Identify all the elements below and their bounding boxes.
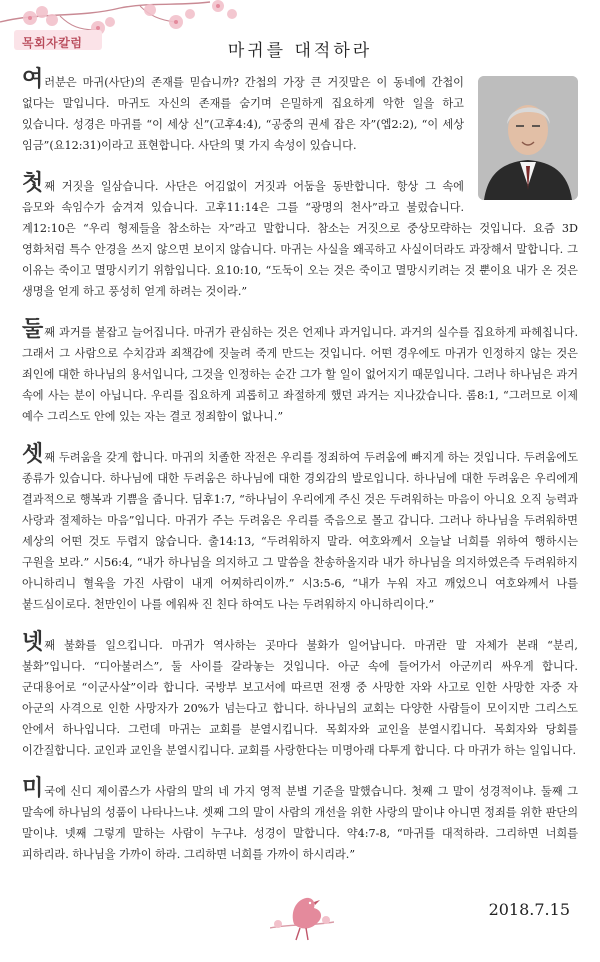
dropcap: 둘 [22, 316, 44, 342]
paragraph-text: 러분은 마귀(사단)의 존재를 믿습니까? 간첩의 가장 큰 거짓말은 이 동네에 간첩이 없다는 말입니다. 마귀도 자신의 존재를 숨기며 은밀하게 집요하게 악한 일을 하고 있습니다. 성경은 마귀를 “이 세상 신”(고후4:4), “공중의 권세 잡은 자”(엡2:2), “이 세상 임금”(요12:31)이라고 표현합니다. 사단의 몇 가지 속성이 있습니다. [22, 76, 464, 152]
bird-icon [270, 888, 334, 946]
paragraph-text: 째 불화를 일으킵니다. 마귀가 역사하는 곳마다 불화가 일어납니다. 마귀란 말 자체가 본래 “분리, 불화”입니다. “디아불러스”, 둘 사이를 갈라놓는 것입니다. 아군 속에 들어가서 아군끼리 싸우게 합니다. 군대용어로 “이군사살”이라 합니다. 국방부 보고서에 따르면 전쟁 중 사망한 자와 사고로 인한 사망한 자중 자 아군의 사격으로 인한 사망자가 20%가 넘는다고 합니다. 하나님의 교회는 다양한 사람들이 모이지만 그리스도 안에서 하나입니다. 그런데 마귀는 교회를 분열시킵니다. 목회자와 교인을 분열시킵니다. 목회자와 당회를 이간질합니다. 교인과 교인을 분열시킵니다. 교회를 사랑한다는 미명아래 다투게 합니다. 다 마귀가 하는 일입니다. [22, 639, 578, 757]
author-photo [478, 76, 578, 200]
dropcap: 여 [22, 66, 44, 92]
paragraph-second [22, 316, 578, 427]
article-body [22, 66, 578, 885]
dropcap: 셋 [22, 441, 44, 467]
paragraph-text: 째 거짓을 일삼습니다. 사단은 어김없이 거짓과 어둠을 동반합니다. 항상 그 속에 음모와 속임수가 숨겨져 있습니다. 고후11:14은 그를 “광명의 천사”라고 불렀습니다. 계12:10은 “우리 형제들을 참소하는 자”라고 말합니다. 참소는 거짓으로 중상모략하는 것입니다. 요즘 3D 영화처럼 특수 안경을 쓰지 않으면 보이지 않습니다. 마귀는 사실을 왜곡하고 사실이더라도 과장해서 말합니다. 그 이유는 죽이고 멸망시키기 위함입니다. 요10:10, “도둑이 오는 것은 죽이고 멸망시키려는 것 뿐이요 내가 온 것은 생명을 얻게 하고 풍성히 얻게 하려는 것이라.” [22, 180, 578, 298]
paragraph-conclusion [22, 775, 578, 865]
paragraph-text: 째 두려움을 갖게 합니다. 마귀의 치졸한 작전은 우리를 정죄하여 두려움에 빠지게 하는 것입니다. 두려움에도 종류가 있습니다. 하나님에 대한 두려움은 하나님에 대한 경외감의 발로입니다. 하나님에 대한 두려움은 우리에게 결과적으로 행복과 기쁨을 줍니다. 딤후1:7, “하나님이 우리에게 주신 것은 두려워하는 마음이 아니요 오직 능력과 사랑과 절제하는 마음”입니다. 마귀가 주는 두려움은 우리를 죽음으로 몰고 갑니다. 그러나 하나님을 두려워하면 세상의 어떤 것도 두렵지 않습니다. 출14:13, “두려워하지 말라. 여호와께서 오늘날 너희를 위하여 행하시는 구원을 보라.” 시56:4, “내가 하나님을 의지하고 그 말씀을 찬송하올지라 내가 하나님을 의지하였은즉 두려워하지 아니하리니 혈육을 가진 사람이 내게 어찌하리이까.” 시3:5-6, “내가 누워 자고 깨었으니 여호와께서 나를 붙드심이로다. 천만인이 나를 에워싸 진 친다 하여도 나는 두려워하지 아니하리이다.” [22, 451, 578, 611]
paragraph-third [22, 441, 578, 615]
paragraph-text: 국에 신디 제이콥스가 사람의 말의 네 가지 영적 분별 기준을 말했습니다. 첫째 그 말이 성경적이냐. 둘째 그 말속에 하나님의 성품이 나타나느냐. 셋째 그의 말이 사람의 개선을 위한 사랑의 말이냐 아니면 정죄를 위한 판단의 말이냐. 넷째 그렇게 말하는 사람이 누구냐. 성경이 말합니다. 약4:7-8, “마귀를 대적하라. 그리하면 너희를 피하리라. 하나님을 가까이 하라. 그리하면 너희를 가까이 하시리라.” [22, 785, 578, 861]
paragraph-fourth [22, 629, 578, 761]
dropcap: 미 [22, 775, 44, 801]
page-title: 마귀를 대적하라 [227, 41, 373, 61]
paragraph-text: 째 과거를 붙잡고 늘어집니다. 마귀가 관심하는 것은 언제나 과거입니다. 과거의 실수를 집요하게 파헤칩니다. 그래서 그 사람으로 수치감과 죄책감에 짓눌려 죽게 만드는 것입니다. 어떤 경우에도 마귀가 인정하지 않는 것은 죄인에 대한 하나님의 용서입니다, 그것을 인정하는 순간 그가 할 일이 없어지기 때문입니다. 그러나 하나님은 과거 속에 사는 분이 아닙니다. 우리를 집요하게 괴롭히고 좌절하게 했던 과거는 지나갔습니다. 롬8:1, “그러므로 이제 예수 그리스도 안에 있는 자는 결코 정죄함이 없나니.” [22, 326, 578, 423]
column-label: 목회자칼럼 [22, 36, 83, 50]
dropcap: 첫 [22, 170, 44, 196]
dropcap: 넷 [22, 629, 44, 655]
publication-date: 2018.7.15 [488, 900, 570, 919]
